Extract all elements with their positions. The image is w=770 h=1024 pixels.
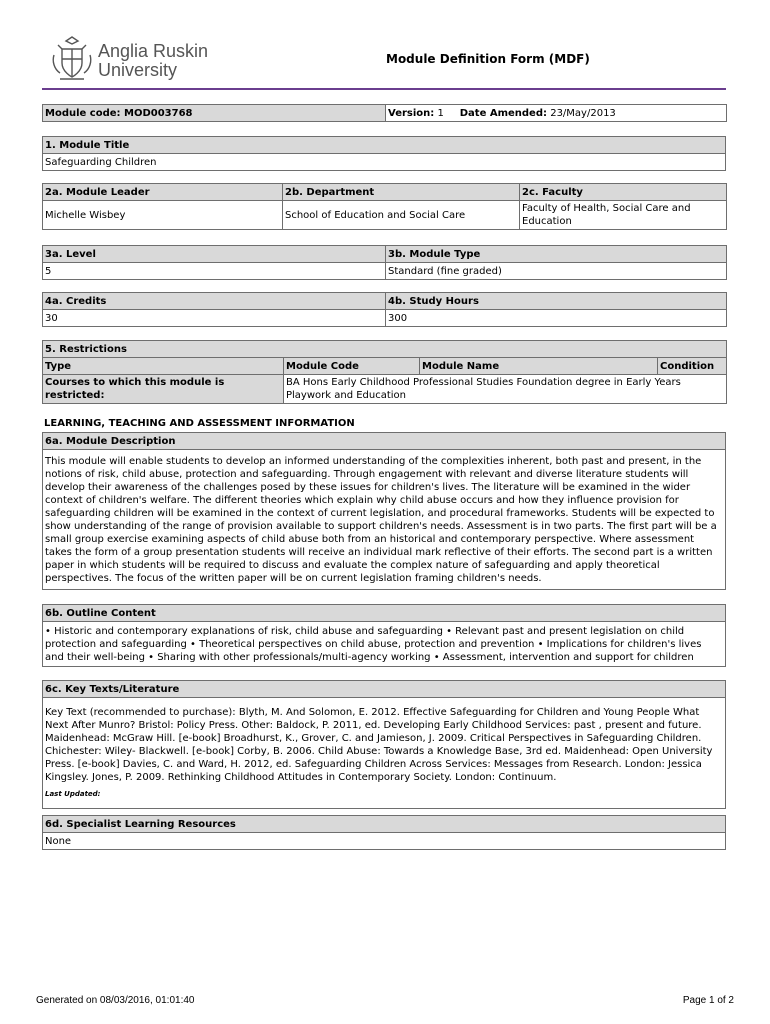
module-title-table: [42, 136, 726, 171]
university-name-line2: University: [98, 60, 178, 80]
key-texts-text: Key Text (recommended to purchase): Blyth, M. And Solomon, E. 2012. Effective Safeguarding for Children and Young People What Next After Munro? Bristol: Policy Press. Other: Baldock, P. 2011, ed. Developing Early Childhood Services: past , present and future. Maidenhead: McGraw Hill. [e-book] Broadhurst, K., Grover, C. and Jamieson, J. 2009. Critical Perspectives in Safeguarding Children. Chichester: Wiley- Blackwell. [e-book] Corby, B. 2006. Child Abuse: Towards a Knowledge Base, 3rd ed. Maidenhead: Open University Press. [e-book] Davies, C. and Ward, H. 2012, ed. Safeguarding Children Across Services: Messages from Research. London: Jessica Kingsley. Jones, P. 2009. Rethinking Childhood Attitudes in Contemporary Society. London: Continuum.: [45, 706, 713, 783]
specialist-resources-table: [42, 815, 726, 850]
restrictions-col-name: Module Name: [420, 358, 658, 375]
page-number: Page 1 of 2: [682, 995, 734, 1006]
study-hours-value: 300: [386, 310, 727, 327]
module-leader-header: 2a. Module Leader: [43, 184, 283, 201]
university-logo: [50, 35, 210, 85]
module-title-value: Safeguarding Children: [43, 154, 726, 171]
module-leader-table: [42, 183, 727, 230]
key-texts-cell: [43, 698, 726, 809]
faculty-value: Faculty of Health, Social Care and Education: [520, 201, 727, 230]
version-value: 1: [437, 107, 444, 119]
restrictions-col-type: Type: [43, 358, 284, 375]
date-amended-value: 23/May/2013: [550, 107, 616, 119]
crest-icon: [50, 35, 94, 83]
module-type-header: 3b. Module Type: [386, 246, 727, 263]
credits-value: 30: [43, 310, 386, 327]
outline-content-text: • Historic and contemporary explanations of risk, child abuse and safeguarding • Relevant past and present legislation on child protection and safeguarding • Theoretical perspectives on child abuse, protection and prevention • Implications for children's lives and their well-being • Sharing with other professionals/multi-agency working • Assessment, intervention and support for children: [43, 622, 726, 667]
level-value: 5: [43, 263, 386, 280]
restrictions-row-value: BA Hons Early Childhood Professional Studies Foundation degree in Early Years Playwork and Education: [284, 375, 727, 404]
module-type-value: Standard (fine graded): [386, 263, 727, 280]
level-type-table: [42, 245, 727, 280]
title-divider: [42, 88, 726, 90]
module-description-text: This module will enable students to develop an informed understanding of the complexities inherent, both past and present, in the notions of risk, child abuse, protection and safeguarding. Through engagement with relevant and diverse literature students will develop their awareness of the challenges posed by these issues for children's lives. The literature will be examined in the wider context of children's welfare. The different theories which explain why child abuse occurs and how they influence provision for safeguarding children will be examined in the context of current legislation, and procedural frameworks. Students will be expected to show understanding of the range of provision available to support children's needs. Assessment is in two parts. The first part will be a small group exercise examining aspects of child abuse both from an historical and contemporary perspective. Where assessment takes the form of a group presentation students will receive an individual mark reflective of their efforts. The second part is a written paper in which students will be required to discuss and evaluate the complex nature of safeguarding and apply theoretical perspectives. The focus of the written paper will be on current legislation framing children's needs.: [43, 450, 726, 590]
module-description-table: [42, 432, 726, 590]
faculty-header: 2c. Faculty: [520, 184, 727, 201]
restrictions-col-condition: Condition: [658, 358, 727, 375]
level-header: 3a. Level: [43, 246, 386, 263]
key-texts-header: 6c. Key Texts/Literature: [43, 681, 726, 698]
version-date-cell: [386, 105, 727, 122]
study-hours-header: 4b. Study Hours: [386, 293, 727, 310]
credits-hours-table: [42, 292, 727, 327]
restrictions-row-label: Courses to which this module is restricted:: [43, 375, 284, 404]
specialist-resources-value: None: [43, 833, 726, 850]
university-name-line1: Anglia Ruskin: [98, 41, 209, 61]
module-code: Module code: MOD003768: [43, 105, 386, 122]
restrictions-table: [42, 340, 727, 404]
department-value: School of Education and Social Care: [283, 201, 520, 230]
department-header: 2b. Department: [283, 184, 520, 201]
lta-heading: LEARNING, TEACHING AND ASSESSMENT INFORMATION: [44, 418, 355, 429]
module-code-table: [42, 104, 727, 122]
outline-content-header: 6b. Outline Content: [43, 605, 726, 622]
module-description-header: 6a. Module Description: [43, 433, 726, 450]
module-leader-value: Michelle Wisbey: [43, 201, 283, 230]
version-label: Version:: [388, 107, 435, 119]
module-title-header: 1. Module Title: [43, 137, 726, 154]
restrictions-col-code: Module Code: [284, 358, 420, 375]
form-title: Module Definition Form (MDF): [386, 52, 590, 66]
generated-timestamp: Generated on 08/03/2016, 01:01:40: [36, 995, 195, 1006]
restrictions-header: 5. Restrictions: [43, 341, 727, 358]
key-texts-table: [42, 680, 726, 809]
credits-header: 4a. Credits: [43, 293, 386, 310]
outline-content-table: [42, 604, 726, 667]
specialist-resources-header: 6d. Specialist Learning Resources: [43, 816, 726, 833]
last-updated-label: Last Updated:: [45, 789, 101, 798]
date-amended-label: Date Amended:: [459, 107, 548, 119]
